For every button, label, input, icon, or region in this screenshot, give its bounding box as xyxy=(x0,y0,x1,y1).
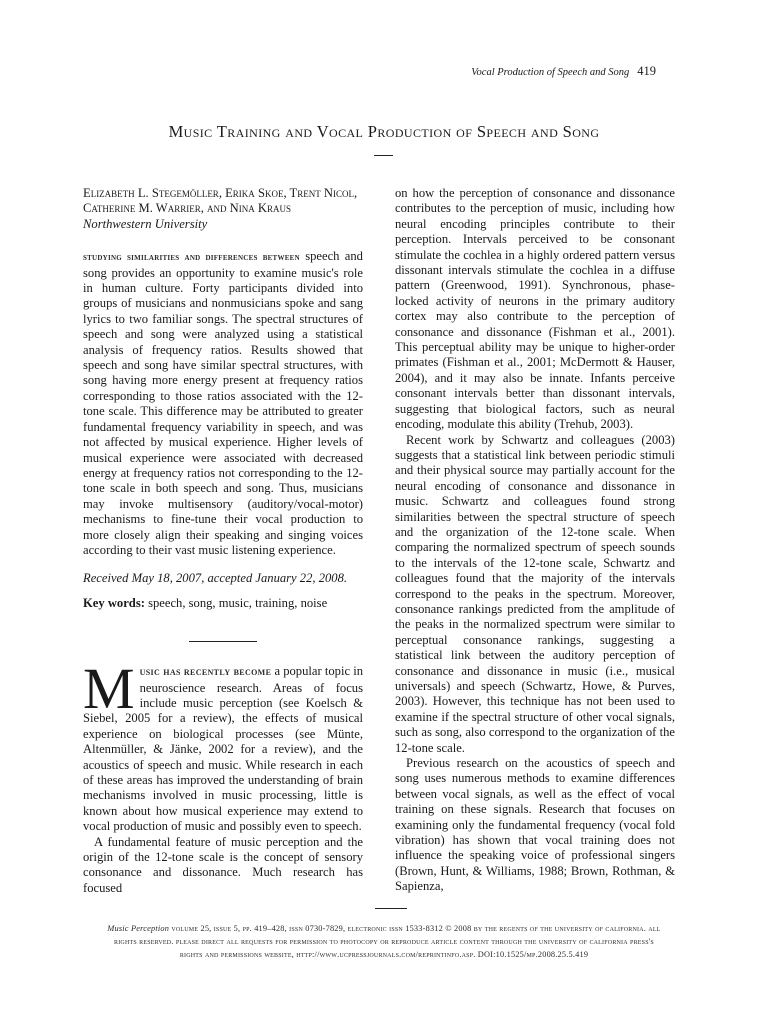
page-number: 419 xyxy=(637,64,656,78)
body-paragraph-2: A fundamental feature of music perception and the origin of the 12-tone scale is the concept of sensory consonance and dissonance. Much research has focused xyxy=(83,834,363,895)
drop-cap: M xyxy=(83,656,135,722)
keywords-label: Key words: xyxy=(83,595,145,610)
title-rule xyxy=(374,155,393,156)
section-separator xyxy=(189,641,257,642)
affiliation: Northwestern University xyxy=(83,216,208,231)
body-paragraph-3: on how the perception of consonance and dissonance contributes to the perception of music, including how neural encoding principles contribute to their perception. Intervals perceived to be consonant stimulate the cochlea in a highly ordered pattern versus dissonant intervals stimulate the cochlea in a diffuse pattern (Greenwood, 1991). Synchronous, phase-locked activity of neurons in the primary auditory cortex may also contribute to the perception of consonance and dissonance (Fishman et al., 2001). This perceptual ability may be unique to higher-order primates (Fishman et al., 2001; McDermott & Hauser, 2004), and it may also be innate. Infants perceive consonant intervals better than dissonant intervals, suggesting that biological factors, such as neural encoding, modulate this ability (Trehub, 2003). xyxy=(395,186,675,432)
author-list: Elizabeth L. Stegemöller, Erika Skoe, Trent Nicol, Catherine M. Warrier, and Nina Kraus xyxy=(83,186,358,216)
article-title: Music Training and Vocal Production of Speech and Song xyxy=(168,122,600,141)
journal-name: Music Perception xyxy=(107,924,170,933)
paragraph-text: a popular topic in neuroscience research. Areas of focus include music perception (see Koelsch & Siebel, 2005 for a review), the effects of musical experience on biological processes (see Münte, Altenmüller, & Jänke, 2002 for a review), and the acoustics of speech and music. While research in each of these areas has improved the understanding of brain mechanisms involved in music processing, little is known about how musical experience may extend to vocal production of music and possibly even to speech. xyxy=(83,664,363,834)
right-column xyxy=(395,186,675,895)
body-paragraph-1 xyxy=(83,656,363,834)
received-date: Received May 18, 2007, accepted January 22, 2008. xyxy=(83,571,348,586)
keywords-text: speech, song, music, training, noise xyxy=(148,595,328,610)
footer-line-2: rights reserved. please direct all requests for permission to photocopy or reproduce article content through the university of california press's xyxy=(114,937,654,946)
body-paragraph-5: Previous research on the acoustics of speech and song uses numerous methods to examine differences between vocal signals, as well as the effect of vocal training on these signals. Research that focuses on examining only the fundamental frequency (vocal fold vibration) has shown that vocal training does not influence the speaking voice of professional singers (Brown, Hunt, & Williams, 1988; Brown, Rothman, & Sapienza, xyxy=(395,756,675,894)
abstract xyxy=(83,249,363,558)
footer-rule xyxy=(375,908,407,909)
copyright-footer xyxy=(60,922,708,961)
running-head xyxy=(471,64,656,79)
footer-line-1 xyxy=(60,922,708,935)
footer-line-3: rights and permissions website, http://www.ucpressjournals.com/reprintinfo.asp. DOI:10.1525/mp.2008.25.5.419 xyxy=(179,950,589,959)
footer-line-1-text: volume 25, issue 5, pp. 419–428, issn 0730-7829, electronic issn 1533-8312 © 2008 by the regents of the university of california. all xyxy=(171,924,661,933)
body-paragraph-4: Recent work by Schwartz and colleagues (2003) suggests that a statistical link between periodic stimuli and their physical source may partially account for the neural encoding of consonance and dissonance in music. Schwartz and colleagues found strong similarities between the spectral structure of speech and the organization of the 12-tone scale. When comparing the normalized spectrum of speech sounds to the intervals of the 12-tone scale, Schwartz and colleagues found that the majority of the intervals correspond to the peaks in the spectrum. Moreover, consonance rankings predicted from the amplitude of the peaks in the normalized spectrum were similar to perceptual consonance rankings, suggesting a statistical link between the auditory perception of consonance and dissonance in music (i.e., musical universals) and speech (Schwartz, Howe, & Purves, 2003). However, this technique has not been used to examine if the spectral structure of other vocal signals, such as song, also correspond to the organization of the 12-tone scale. xyxy=(395,432,675,755)
lead-caps: usic has recently become xyxy=(139,666,272,679)
abstract-text: speech and song provides an opportunity to examine music's role in human culture. Forty participants divided into groups of musicians and nonmusicians spoke and sang lyrics to two familiar songs. The spectral structures of speech and song were analyzed using a statistical analysis of frequency ratios. Results showed that speech and song have similar spectral structures, with song having more energy present at frequency ratios corresponding to those ratios associated with the 12-tone scale. This difference may be attributed to greater fundamental frequency variability in speech, and was not affected by musical experience. Higher levels of musical experience were associated with decreased energy at frequency ratios not corresponding to the 12-tone scale in both speech and song. Thus, musicians may invoke multisensory (auditory/vocal-motor) mechanisms to fine-tune their vocal production to more closely align their speaking and singing voices according to their vast music listening experience. xyxy=(83,249,363,557)
left-column xyxy=(83,186,363,896)
keywords xyxy=(83,596,363,611)
abstract-lead: studying similarities and differences between xyxy=(83,252,300,264)
running-head-title: Vocal Production of Speech and Song xyxy=(471,67,630,78)
